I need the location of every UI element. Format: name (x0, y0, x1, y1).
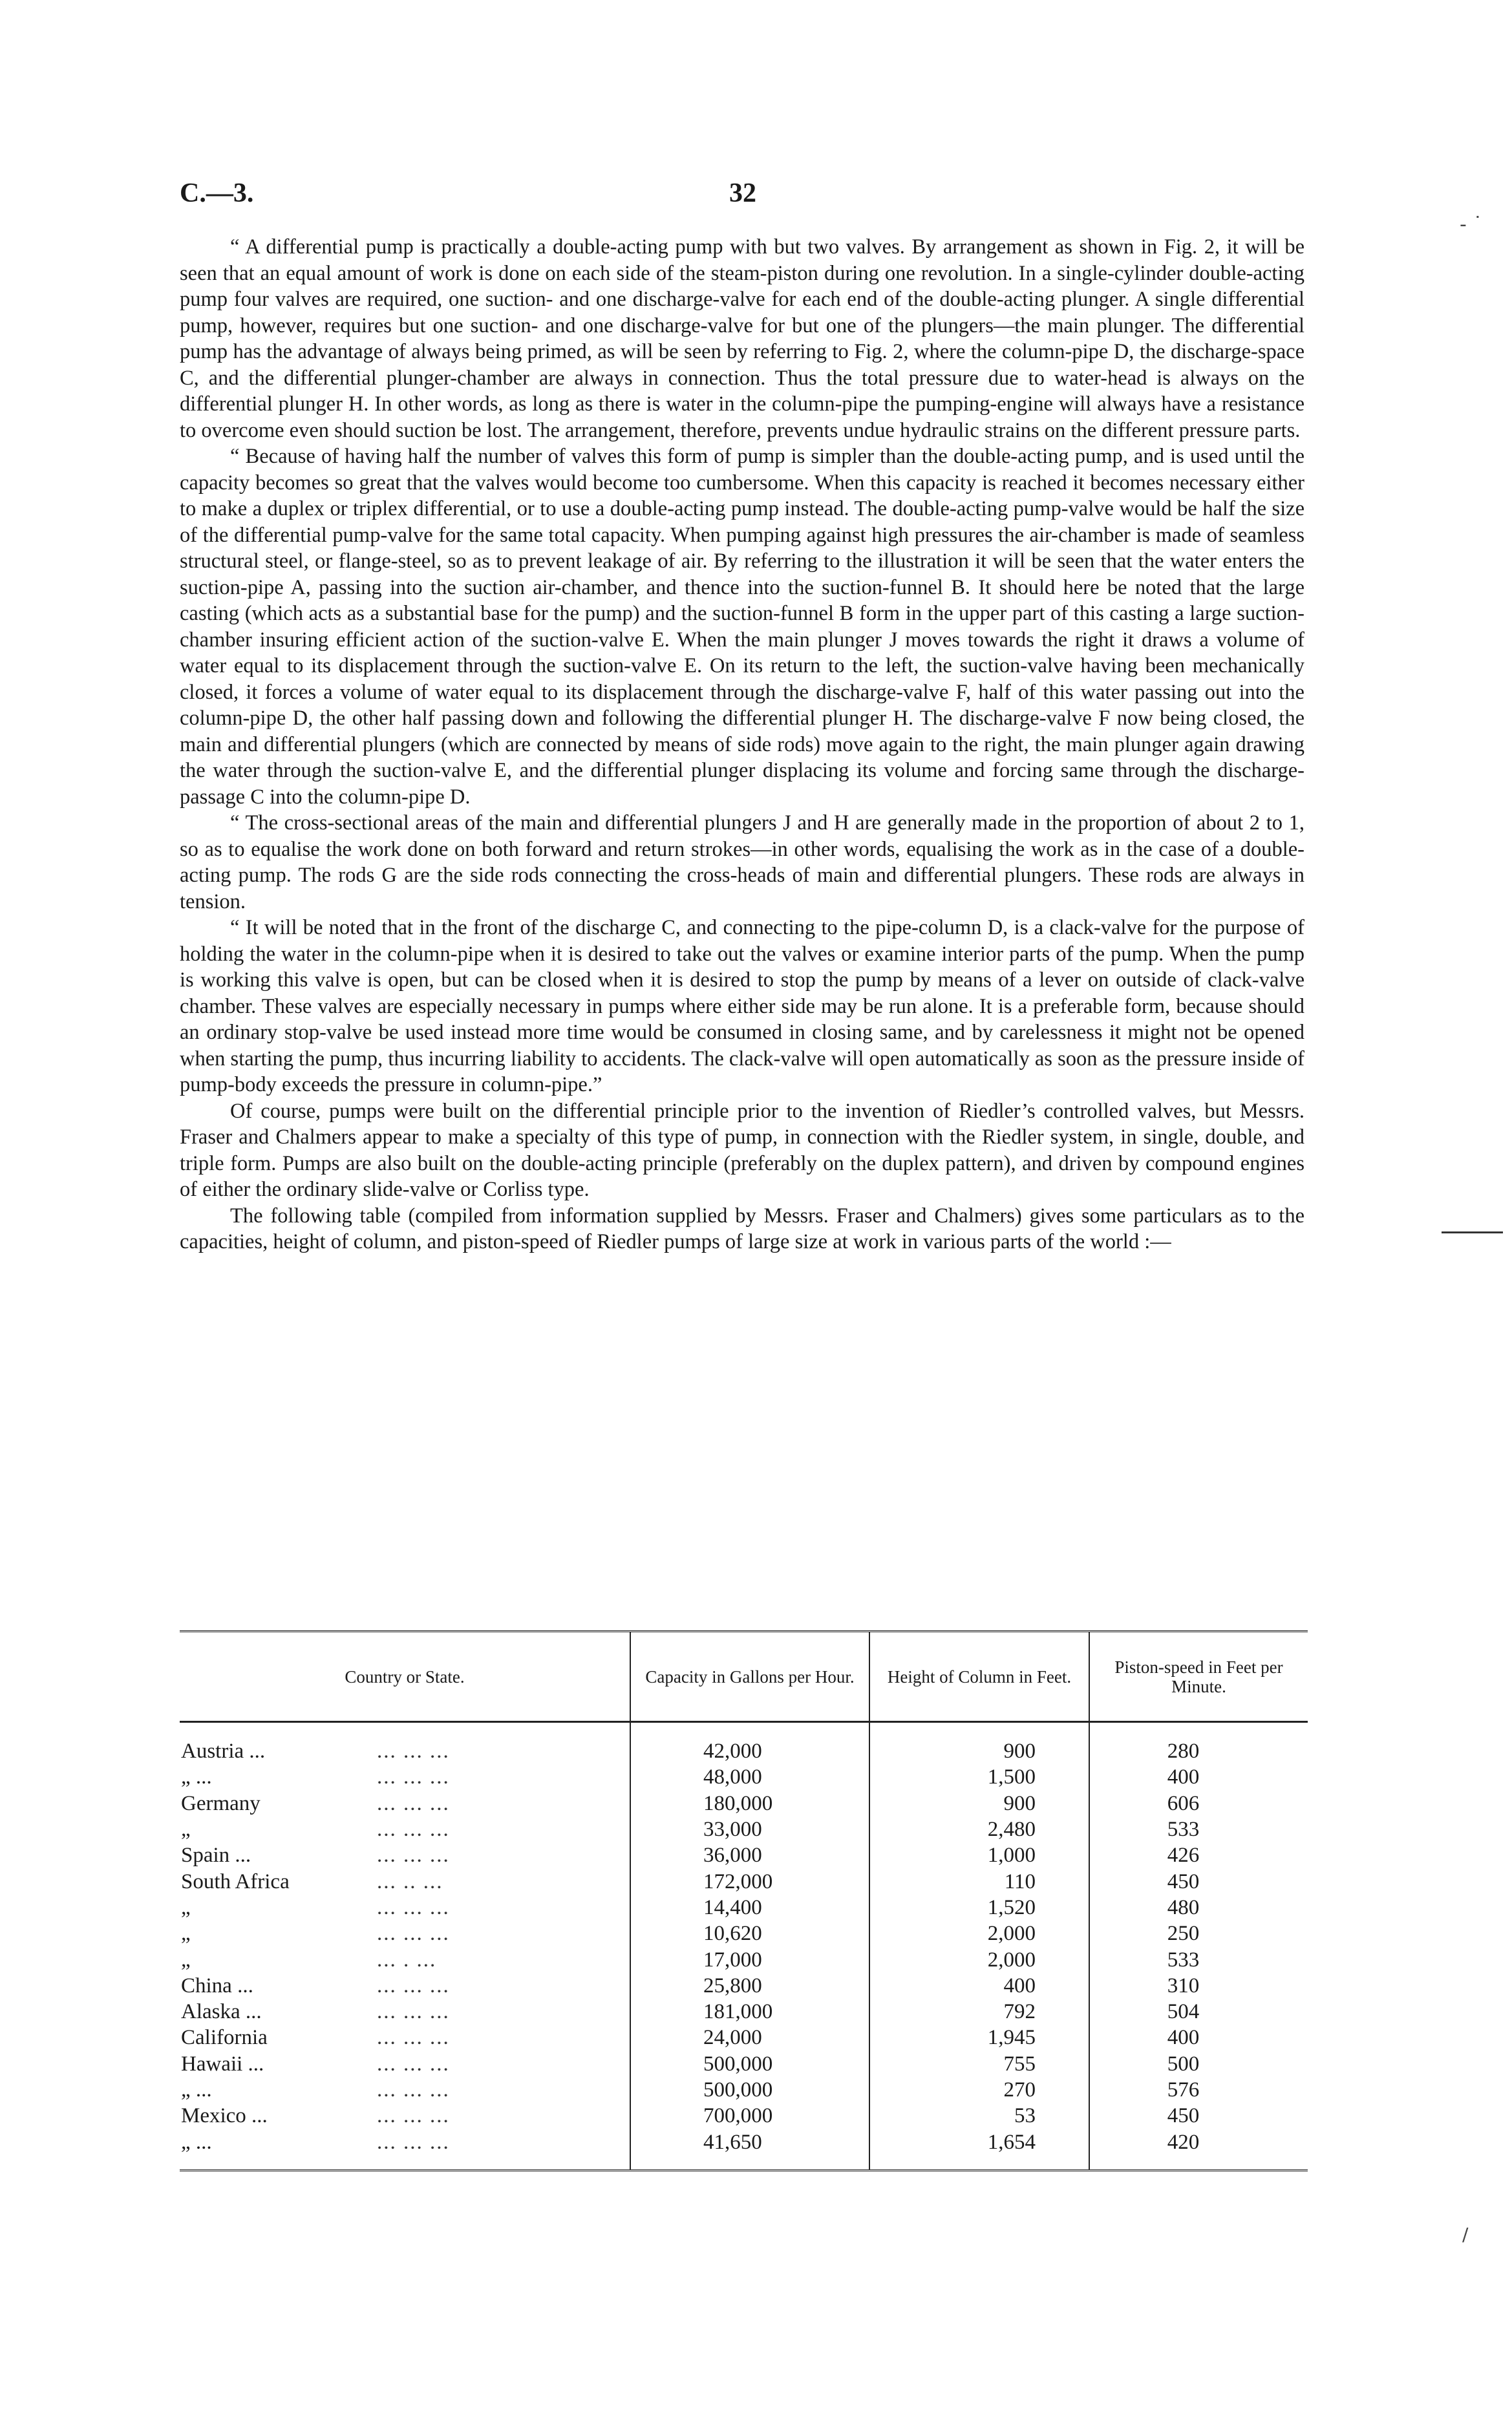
dot-leader: ... ... ... (377, 1922, 450, 1946)
country-name: Spain ... (181, 1844, 251, 1868)
dot-leader: ... ... ... (377, 2000, 450, 2024)
country-name: „ (181, 1895, 191, 1919)
speed-cell: 500 (1089, 2051, 1308, 2077)
column-header-country: Country or State. (180, 1632, 630, 1722)
speed-cell: 426 (1089, 1842, 1308, 1868)
country-cell (180, 1842, 630, 1868)
country-cell (180, 1999, 630, 2025)
dot-leader: ... ... ... (377, 2052, 450, 2076)
table-row (180, 1722, 1308, 1765)
dot-leader: ... ... ... (377, 1791, 450, 1815)
speed-cell: 480 (1089, 1895, 1308, 1921)
capacity-cell: 24,000 (630, 2025, 869, 2050)
country-cell (180, 2129, 630, 2170)
speed-cell: 576 (1089, 2077, 1308, 2103)
height-cell: 755 (869, 2051, 1089, 2077)
table-row (180, 1999, 1308, 2025)
paragraph: The following table (compiled from information supplied by Messrs. Fraser and Chalmers) gives some particulars as to the capacities, height of column, and piston-speed of Riedler pumps of large size at work in various parts of the world :— (180, 1204, 1304, 1253)
height-cell: 900 (869, 1791, 1089, 1816)
capacity-cell: 500,000 (630, 2077, 869, 2103)
country-name: „ ... (181, 1765, 212, 1789)
table-row (180, 1973, 1308, 1999)
table-row (180, 1791, 1308, 1816)
speed-cell: 280 (1089, 1722, 1308, 1765)
height-cell: 900 (869, 1722, 1089, 1765)
table-row (180, 1921, 1308, 1946)
dot-leader: ... ... ... (377, 1895, 450, 1919)
pump-data-table (180, 1630, 1308, 2171)
speed-cell: 504 (1089, 1999, 1308, 2025)
dot-leader: ... ... ... (377, 1765, 450, 1789)
table-row (180, 1842, 1308, 1868)
height-cell: 2,480 (869, 1816, 1089, 1842)
dot-leader: ... ... ... (377, 2130, 450, 2154)
height-cell: 2,000 (869, 1921, 1089, 1946)
height-cell: 1,500 (869, 1764, 1089, 1790)
capacity-cell: 41,650 (630, 2129, 869, 2170)
country-name: „ (181, 1922, 191, 1946)
dot-leader: ... . ... (377, 1948, 437, 1972)
country-cell (180, 2051, 630, 2077)
country-cell (180, 1722, 630, 1765)
margin-rule (1442, 1231, 1503, 1233)
column-header-speed: Piston-speed in Feet per Minute. (1089, 1632, 1308, 1722)
table-row (180, 1946, 1308, 1972)
column-header-height: Height of Column in Feet. (869, 1632, 1089, 1722)
country-name: Austria ... (181, 1740, 266, 1763)
country-cell (180, 2025, 630, 2050)
country-cell (180, 2077, 630, 2103)
country-cell (180, 1764, 630, 1790)
table-header-row (180, 1632, 1308, 1722)
speed-cell: 310 (1089, 1973, 1308, 1999)
country-cell (180, 1921, 630, 1946)
country-cell (180, 1816, 630, 1842)
speed-cell: 533 (1089, 1946, 1308, 1972)
country-cell (180, 1946, 630, 1972)
table-row (180, 2051, 1308, 2077)
table-row (180, 2103, 1308, 2129)
height-cell: 1,520 (869, 1895, 1089, 1921)
capacity-cell: 36,000 (630, 1842, 869, 1868)
margin-mark: / (1462, 2224, 1469, 2245)
capacity-cell: 500,000 (630, 2051, 869, 2077)
dot-leader: ... ... ... (377, 2078, 450, 2102)
capacity-cell: 25,800 (630, 1973, 869, 1999)
speed-cell: 606 (1089, 1791, 1308, 1816)
country-name: Germany (181, 1791, 261, 1815)
dot-leader: ... .. ... (377, 1869, 443, 1893)
margin-mark: - ˙ (1460, 213, 1483, 236)
country-cell (180, 1791, 630, 1816)
speed-cell: 400 (1089, 2025, 1308, 2050)
country-name: China ... (181, 1974, 253, 1997)
speed-cell: 250 (1089, 1921, 1308, 1946)
country-cell (180, 2103, 630, 2129)
dot-leader: ... ... ... (377, 1818, 450, 1842)
height-cell: 2,000 (869, 1946, 1089, 1972)
capacity-cell: 180,000 (630, 1791, 869, 1816)
height-cell: 270 (869, 2077, 1089, 2103)
table-row (180, 1895, 1308, 1921)
dot-leader: ... ... ... (377, 1974, 450, 1997)
paragraph: Of course, pumps were built on the differential principle prior to the invention of Riedler’s controlled valves, but Messrs. Fraser and Chalmers appear to make a specialty of this type of pump, in connection with the Riedler system, in single, double, and triple form. Pumps are also built on the double-acting principle (preferably on the duplex pattern), and driven by compound engines of either the ordinary slide-valve or Corliss type. (180, 1099, 1304, 1201)
height-cell: 1,654 (869, 2129, 1089, 2170)
country-name: South Africa (181, 1869, 290, 1893)
country-cell (180, 1973, 630, 1999)
country-name: California (181, 2026, 268, 2050)
paragraph: “ A differential pump is practically a double-acting pump with but two valves. By arrangement as shown in Fig. 2, it will be seen that an equal amount of work is done on each side of the steam-piston during one revolution. In a single-cylinder double-acting pump four valves are required, one suction- and one discharge-valve for each end of the double-acting plunger. A single differential pump, however, requires but one suction- and one discharge-valve for but one of the plungers—the main plunger. The differential pump has the advantage of always being primed, as will be seen by referring to Fig. 2, where the column-pipe D, the discharge-space C, and the differential plunger-chamber are always in connection. Thus the total pressure due to water-head is always on the differential plunger H. In other words, as long as there is water in the column-pipe the pumping-engine will always have a resistance to overcome even should suction be lost. The arrangement, therefore, prevents undue hydraulic strains on the different pressure parts. (180, 235, 1304, 442)
country-name: Hawaii ... (181, 2052, 264, 2076)
country-cell (180, 1895, 630, 1921)
height-cell: 1,945 (869, 2025, 1089, 2050)
body-text (180, 234, 1304, 1255)
dot-leader: ... ... ... (377, 1740, 450, 1763)
height-cell: 110 (869, 1868, 1089, 1894)
capacity-cell: 17,000 (630, 1946, 869, 1972)
speed-cell: 533 (1089, 1816, 1308, 1842)
document-reference: C.—3. (180, 178, 254, 208)
table-row (180, 2025, 1308, 2050)
table-row (180, 1868, 1308, 1894)
capacity-cell: 10,620 (630, 1921, 869, 1946)
dot-leader: ... ... ... (377, 2104, 450, 2128)
page-number: 32 (729, 178, 756, 208)
country-name: „ ... (181, 2078, 212, 2102)
table-body (180, 1722, 1308, 2171)
height-cell: 792 (869, 1999, 1089, 2025)
paragraph: “ The cross-sectional areas of the main and differential plungers J and H are generally made in the proportion of about 2 to 1, so as to equalise the work done on both forward and return strokes—in other words, equalising the work as in the case of a double-acting pump. The rods G are the side rods connecting the cross-heads of main and differential plungers. These rods are always in tension. (180, 811, 1304, 913)
speed-cell: 400 (1089, 1764, 1308, 1790)
height-cell: 1,000 (869, 1842, 1089, 1868)
capacity-cell: 33,000 (630, 1816, 869, 1842)
paragraph: “ Because of having half the number of valves this form of pump is simpler than the double-acting pump, and is used until the capacity becomes so great that the valves would become too cumbersome. When this capacity is reached it becomes necessary either to make a duplex or triplex differential, or to use a double-acting pump instead. The double-acting pump-valve would be half the size of the differential pump-valve for the same total capacity. When pumping against high pressures the air-chamber is made of seamless structural steel, or flange-steel, so as to prevent leakage of air. By referring to the illustration it will be seen that the water enters the suction-pipe A, passing into the suction air-chamber, and thence into the suction-funnel B. It should here be noted that the large casting (which acts as a substantial base for the pump) and the suction-funnel B form in the upper part of this casting a large suction-chamber insuring efficient action of the suction-valve E. When the main plunger J moves towards the right it draws a volume of water equal to its displacement through the suction-valve E. On its return to the left, the suction-valve having been mechanically closed, it forces a volume of water equal to its displacement through the discharge-valve F, half of this water passing out into the column-pipe D, the other half passing down and following the differential plunger H. The discharge-valve F now being closed, the main and differential plungers (which are connected by means of side rods) move again to the right, the main plunger again drawing the water through the suction-valve E, and the differential plunger displacing its volume and forcing same through the discharge-passage C into the column-pipe D. (180, 445, 1304, 809)
country-name: Alaska ... (181, 2000, 262, 2024)
table-row (180, 1764, 1308, 1790)
speed-cell: 420 (1089, 2129, 1308, 2170)
column-header-capacity: Capacity in Gallons per Hour. (630, 1632, 869, 1722)
table-row (180, 2077, 1308, 2103)
page-header (180, 178, 1304, 217)
table-row (180, 1816, 1308, 1842)
speed-cell: 450 (1089, 2103, 1308, 2129)
country-name: „ (181, 1818, 191, 1842)
capacity-cell: 14,400 (630, 1895, 869, 1921)
height-cell: 53 (869, 2103, 1089, 2129)
table-row (180, 2129, 1308, 2170)
speed-cell: 450 (1089, 1868, 1308, 1894)
dot-leader: ... ... ... (377, 2026, 450, 2050)
paragraph: “ It will be noted that in the front of the discharge C, and connecting to the pipe-column D, is a clack-valve for the purpose of holding the water in the column-pipe when it is desired to take out the valves or examine interior parts of the pump. When the pump is working this valve is open, but can be closed when it is desired to stop the pump by means of a lever on outside of clack-valve chamber. These valves are especially necessary in pumps where either side may be run alone. It is a preferable form, because should an ordinary stop-valve be used instead more time would be consumed in closing same, and by carelessness it might not be opened when starting the pump, thus incurring liability to accidents. The clack-valve will open automatically as soon as the pressure inside of pump-body exceeds the pressure in column-pipe.” (180, 916, 1304, 1096)
country-cell (180, 1868, 630, 1894)
capacity-cell: 181,000 (630, 1999, 869, 2025)
capacity-cell: 48,000 (630, 1764, 869, 1790)
height-cell: 400 (869, 1973, 1089, 1999)
country-name: Mexico ... (181, 2104, 268, 2128)
capacity-cell: 42,000 (630, 1722, 869, 1765)
country-name: „ ... (181, 2130, 212, 2154)
capacity-cell: 172,000 (630, 1868, 869, 1894)
country-name: „ (181, 1948, 191, 1972)
dot-leader: ... ... ... (377, 1844, 450, 1868)
capacity-cell: 700,000 (630, 2103, 869, 2129)
